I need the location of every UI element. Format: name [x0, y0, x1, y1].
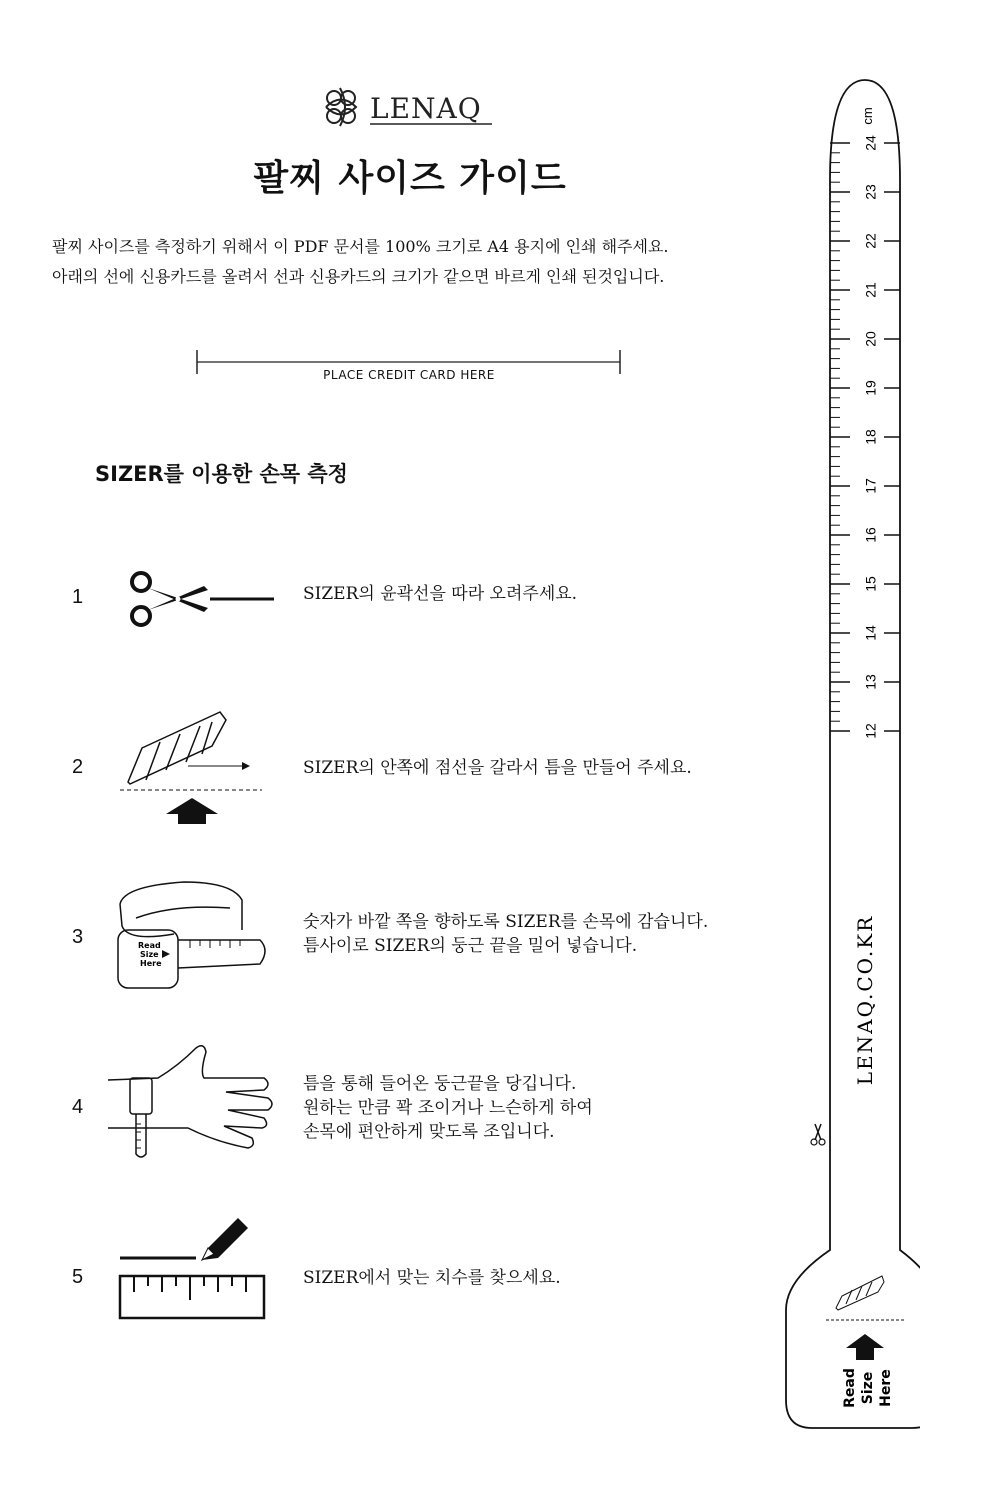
- tick-label: 20: [862, 331, 879, 347]
- lenaq-logo: [320, 84, 500, 132]
- tick-label: 12: [862, 723, 879, 739]
- page-title: 팔찌 사이즈 가이드: [253, 158, 567, 199]
- step-5-text: [303, 1266, 783, 1290]
- step-3-line-2: 틈사이로 SIZER의 둥근 끝을 밀어 넣습니다.: [303, 936, 638, 956]
- tick-label: 17: [862, 478, 879, 494]
- bracelet-sizer: [780, 70, 920, 1440]
- tick-label: 15: [862, 576, 879, 592]
- unit-label: cm: [860, 107, 875, 125]
- read-label: Read: [138, 941, 161, 950]
- tick-label: 19: [862, 380, 879, 396]
- small-scissors-icon: [811, 1124, 825, 1145]
- sizer-outline: [786, 80, 920, 1428]
- step-number: 2: [72, 756, 84, 778]
- credit-card-label: PLACE CREDIT CARD HERE: [323, 368, 495, 382]
- sizer-here-label: Here: [878, 1369, 894, 1407]
- intro-line-2: 아래의 선에 신용카드를 올려서 선과 신용카드의 크기가 같으면 바르게 인쇄 된것입니다.: [52, 267, 665, 286]
- tick-label: 14: [862, 625, 879, 641]
- tick-label: 24: [862, 135, 879, 151]
- step-4-line-1: 틈을 통해 들어온 둥근끝을 당깁니다.: [303, 1074, 577, 1094]
- step-1-line-1: SIZER의 윤곽선을 따라 오려주세요.: [303, 584, 578, 604]
- step-3-text: [303, 910, 783, 958]
- section-heading: SIZER를 이용한 손목 측정: [95, 462, 348, 486]
- small-cutter-icon: [836, 1276, 884, 1310]
- pencil-ruler-icon: [116, 1212, 268, 1324]
- step-5-line-1: SIZER에서 맞는 치수를 찾으세요.: [303, 1268, 561, 1288]
- site-url: LENAQ.CO.KR: [853, 914, 877, 1086]
- cutter-knife-icon: [116, 706, 266, 830]
- sizer-ticks: [830, 135, 900, 739]
- up-arrow-icon: [846, 1334, 884, 1360]
- size-label: Size: [140, 950, 159, 959]
- step-number: 3: [72, 926, 84, 948]
- tick-label: 21: [862, 282, 879, 298]
- tick-label: 13: [862, 674, 879, 690]
- sizer-size-label: Size: [860, 1371, 876, 1405]
- step-2-line-1: SIZER의 안쪽에 점선을 갈라서 틈을 만들어 주세요.: [303, 758, 692, 778]
- step-number: 1: [72, 586, 84, 608]
- tick-label: 18: [862, 429, 879, 445]
- step-3-line-1: 숫자가 바깥 쪽을 향하도록 SIZER를 손목에 감습니다.: [303, 912, 709, 932]
- hand-with-sizer-icon: [104, 1042, 276, 1164]
- here-label: Here: [140, 959, 162, 968]
- tick-label: 16: [862, 527, 879, 543]
- scissors-icon: [128, 568, 278, 630]
- sizer-read-label: Read: [842, 1368, 858, 1408]
- step-number: 4: [72, 1096, 84, 1118]
- wrap-sizer-icon: [114, 878, 274, 994]
- logo-wordmark: LENAQ: [370, 92, 482, 125]
- step-2-text: [303, 756, 783, 780]
- step-number: 5: [72, 1266, 84, 1288]
- step-4-text: [303, 1072, 783, 1144]
- step-4-line-3: 손목에 편안하게 맞도록 조입니다.: [303, 1122, 555, 1142]
- step-1-text: [303, 582, 783, 606]
- step-4-line-2: 원하는 만큼 꽉 조이거나 느슨하게 하여: [303, 1098, 593, 1118]
- tick-label: 23: [862, 184, 879, 200]
- tick-label: 22: [862, 233, 879, 249]
- intro-line-1: 팔찌 사이즈를 측정하기 위해서 이 PDF 문서를 100% 크기로 A4 용지에 인쇄 해주세요.: [52, 237, 669, 256]
